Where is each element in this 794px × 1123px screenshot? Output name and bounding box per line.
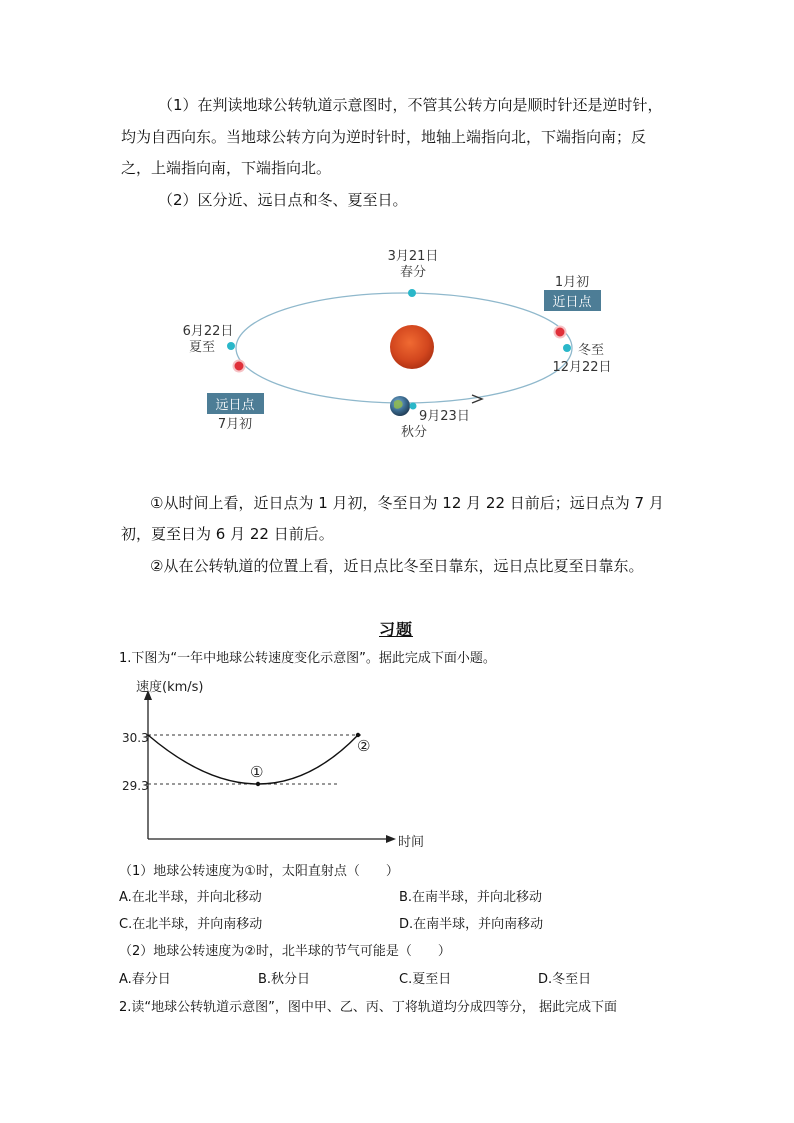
option-1-1-c[interactable]: C.在北半球，并向南移动 (119, 917, 263, 932)
note-2: ②从在公转轨道的位置上看，近日点比冬至日靠东，远日点比夏至日靠东。 (150, 557, 644, 575)
direction-arrow-icon (472, 395, 482, 403)
question-1-1: （1）地球公转速度为①时，太阳直射点（ ） (119, 864, 399, 879)
speed-chart (118, 676, 428, 856)
winter-date: 12月22日 (552, 360, 612, 375)
spring-date: 3月21日 (387, 249, 439, 264)
option-1-2-d[interactable]: D.冬至日 (538, 972, 592, 987)
exercises-title: 习题 (379, 620, 414, 639)
perihelion-point (555, 327, 566, 338)
autumn-date: 9月23日 (419, 409, 470, 424)
spring-name: 春分 (399, 265, 427, 280)
autumn-name: 秋分 (400, 425, 428, 440)
note-1-line2: 初，夏至日为 6 月 22 日前后。 (121, 525, 334, 543)
perihelion-label: 近日点 (552, 295, 592, 310)
aphelion-point (234, 361, 245, 372)
summer-name: 夏至 (188, 340, 216, 355)
option-1-2-c[interactable]: C.夏至日 (399, 972, 452, 987)
winter-marker (563, 344, 571, 352)
aphelion-month: 7月初 (217, 417, 253, 432)
intro-p1-line2: 均为自西向东。当地球公转方向为逆时针时，地轴上端指向北，下端指向南；反 (121, 128, 647, 146)
question-1-stem: 1.下图为“一年中地球公转速度变化示意图”。据此完成下面小题。 (119, 651, 496, 666)
spring-marker (408, 289, 416, 297)
intro-p1-line3: 之，上端指向南，下端指向北。 (121, 159, 332, 177)
aphelion-label: 远日点 (215, 398, 255, 413)
option-1-1-d[interactable]: D.在南半球，并向南移动 (399, 917, 544, 932)
x-axis-arrow-icon (386, 835, 396, 843)
perihelion-month: 1月初 (554, 275, 590, 290)
note-1-line1: ①从时间上看，近日点为 1 月初，冬至日为 12 月 22 日前后；远日点为 7 月 (150, 494, 664, 512)
summer-date: 6月22日 (182, 324, 234, 339)
marker-1-label: ① (250, 763, 264, 781)
y-tick-high: 30.3 (122, 731, 149, 745)
marker-2-label: ② (357, 737, 371, 755)
y-tick-low: 29.3 (122, 779, 149, 793)
summer-marker (227, 342, 235, 350)
intro-p1-line1: （1）在判读地球公转轨道示意图时，不管其公转方向是顺时针还是逆时针， (158, 96, 663, 114)
option-1-1-b[interactable]: B.在南半球，并向北移动 (399, 890, 543, 905)
intro-p2: （2）区分近、远日点和冬、夏至日。 (158, 191, 408, 209)
question-1-2: （2）地球公转速度为②时，北半球的节气可能是（ ） (119, 944, 451, 959)
winter-name: 冬至 (578, 343, 605, 358)
option-1-1-a[interactable]: A.在北半球，并向北移动 (119, 890, 262, 905)
autumn-marker (410, 403, 417, 410)
question-2-stem: 2.读“地球公转轨道示意图”，图中甲、乙、丙、丁将轨道均分成四等分， 据此完成下面 (119, 1000, 618, 1015)
y-axis-label: 速度(km/s) (136, 680, 204, 695)
orbit-diagram (160, 240, 640, 440)
annotation-point-1 (256, 782, 260, 786)
sun-icon (390, 325, 434, 369)
option-1-2-a[interactable]: A.春分日 (119, 972, 171, 987)
x-axis-label: 时间 (398, 835, 425, 850)
option-1-2-b[interactable]: B.秋分日 (258, 972, 311, 987)
